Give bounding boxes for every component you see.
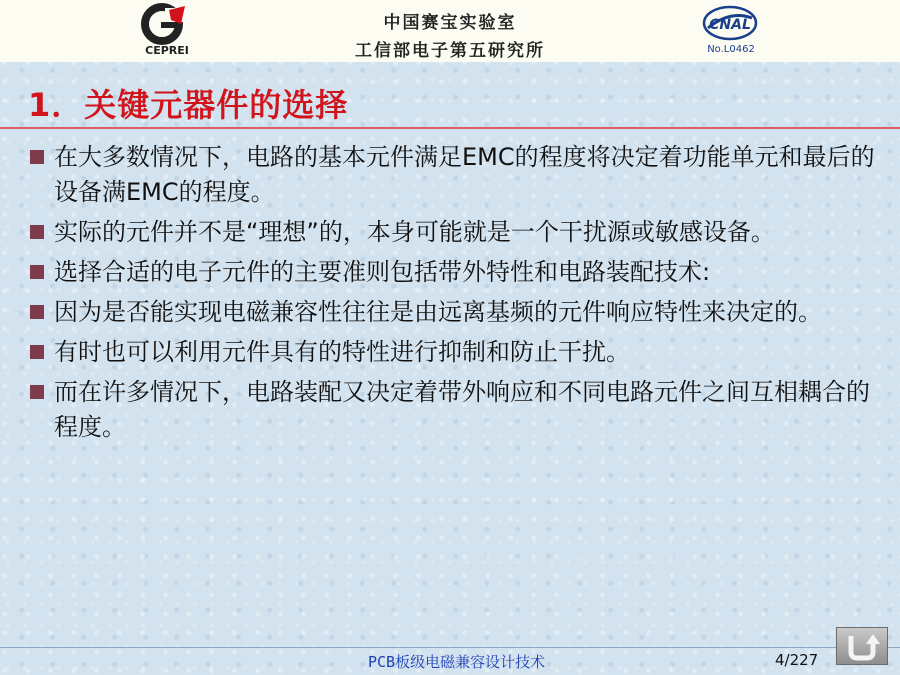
list-item [30, 335, 875, 370]
cnal-logo-icon [700, 2, 760, 44]
bullet-text: 有时也可以利用元件具有的特性进行抑制和防止干扰。 [54, 338, 630, 366]
square-bullet-icon [30, 150, 44, 164]
footer-divider [0, 647, 900, 648]
title-underline [0, 127, 900, 129]
list-item [30, 255, 875, 290]
header-title-line2: 工信部电子第五研究所 [355, 41, 545, 61]
return-arrow-icon [837, 628, 887, 664]
bullet-list [30, 140, 875, 450]
bullet-text: 因为是否能实现电磁兼容性往往是由远离基频的元件响应特性来决定的。 [54, 298, 822, 326]
square-bullet-icon [30, 305, 44, 319]
accreditation-number: No.L0462 [707, 44, 755, 55]
slide-title: 1．关键元器件的选择 [28, 86, 349, 124]
footer-title: PCB板级电磁兼容设计技术 [368, 653, 546, 671]
header-banner [0, 0, 900, 62]
list-item [30, 140, 875, 210]
square-bullet-icon [30, 385, 44, 399]
header-title-line1: 中国赛宝实验室 [383, 13, 517, 33]
svg-text:CNAL: CNAL [709, 17, 751, 33]
page-number: 4/227 [775, 651, 819, 669]
list-item [30, 215, 875, 250]
list-item [30, 295, 875, 330]
list-item [30, 375, 875, 445]
ceprei-logo-text: CEPREI [145, 44, 189, 57]
bullet-text: 实际的元件并不是“理想”的，本身可能就是一个干扰源或敏感设备。 [54, 218, 775, 246]
bullet-text: 选择合适的电子元件的主要准则包括带外特性和电路装配技术: [54, 258, 711, 286]
square-bullet-icon [30, 225, 44, 239]
bullet-text: 在大多数情况下，电路的基本元件满足EMC的程度将决定着功能单元和最后的设备满EMC的程度。 [54, 143, 875, 206]
bullet-text: 而在许多情况下，电路装配又决定着带外响应和不同电路元件之间互相耦合的程度。 [54, 378, 870, 441]
square-bullet-icon [30, 345, 44, 359]
return-button[interactable] [836, 627, 888, 665]
square-bullet-icon [30, 265, 44, 279]
